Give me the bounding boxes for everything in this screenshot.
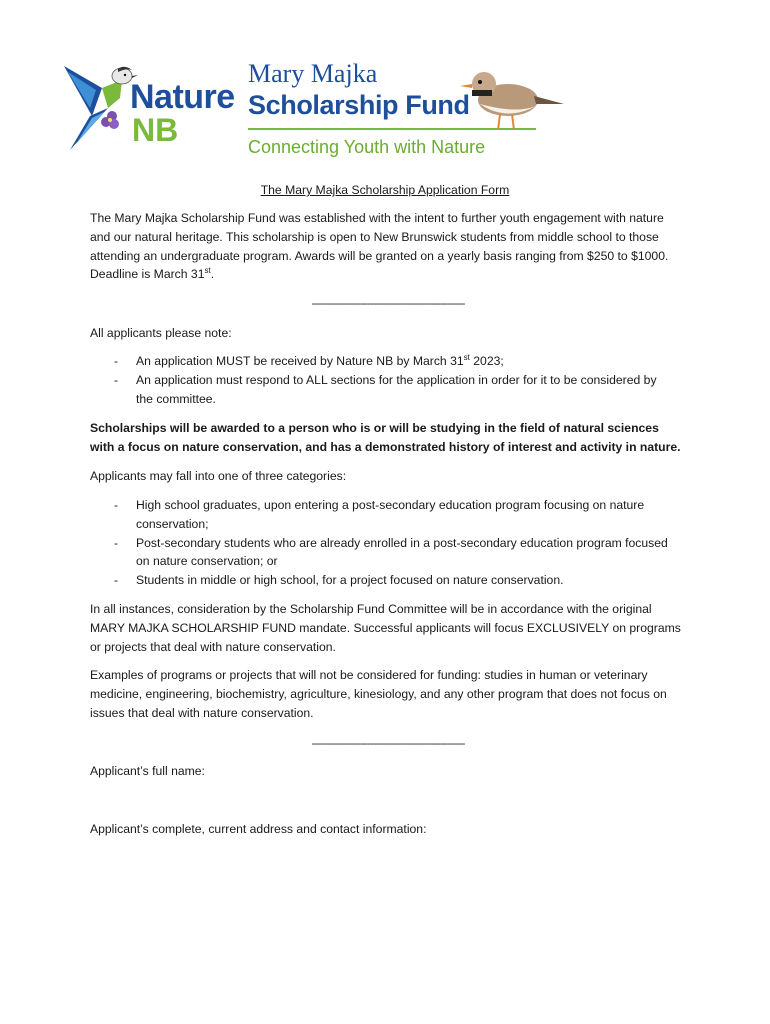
- plover-bird-icon: [456, 64, 566, 132]
- nature-nb-word-nb: NB: [132, 112, 179, 148]
- notes-list: [110, 352, 676, 408]
- full-name-field-label: Applicant’s full name:: [90, 764, 205, 778]
- section-divider: --------------------------------------------------: [311, 296, 465, 310]
- scholarship-fund-logo: [246, 58, 566, 163]
- note-1-text: An application MUST be received by Nature NB by March 31: [136, 354, 464, 368]
- section-divider: --------------------------------------------------: [311, 736, 465, 750]
- intro-text: The Mary Majka Scholarship Fund was established with the intent to further youth engagement with nature and our natural heritage. This scholarship is open to New Brunswick students from middle school to those attending an undergraduate program. Awards will be granted on a yearly basis ranging from $250 to $1000. Deadline is March 31: [90, 211, 669, 282]
- intro-end: .: [210, 267, 215, 282]
- eligibility-statement: Scholarships will be awarded to a person who is or will be studying in the field of natural sciences with a focus on nature conservation, and has a demonstrated history of interest and activity in nature.: [90, 421, 681, 454]
- categories-list: [110, 496, 676, 590]
- exclusions-paragraph: Examples of programs or projects that will not be considered for funding: studies in human or veterinary medicine, engineering, biochemistry, agriculture, kinesiology, and any other program that does not focus on issues that deal with nature conservation.: [90, 668, 667, 720]
- nature-nb-word-nature: Nature: [130, 78, 235, 116]
- note-1-sup: st: [463, 352, 470, 362]
- list-item: - Post-secondary students who are already enrolled in a post-secondary education program focused on nature conservation; or: [110, 534, 676, 572]
- form-title: [90, 181, 680, 200]
- nature-nb-logo: [62, 58, 235, 156]
- note-2-text: An application must respond to ALL sections for the application in order for it to be considered by the committee.: [136, 372, 657, 406]
- list-item: - Students in middle or high school, for a project focused on nature conservation.: [110, 571, 676, 590]
- intro-sup: st: [204, 266, 211, 276]
- form-title-text: The Mary Majka Scholarship Application Form: [260, 183, 510, 197]
- list-item: [110, 371, 676, 409]
- note-heading: All applicants please note:: [90, 326, 232, 340]
- mandate-paragraph: In all instances, consideration by the Scholarship Fund Committee will be in accordance with the original MARY MAJKA SCHOLARSHIP FUND mandate. Successful applicants will focus EXCLUSIVELY on programs or projects that deal with nature conservation.: [90, 602, 681, 654]
- list-item: [110, 352, 676, 371]
- intro-paragraph: [90, 209, 686, 284]
- fund-name-line2: Scholarship Fund: [248, 90, 470, 120]
- fund-name-line1: Mary Majka: [248, 59, 378, 88]
- address-field-label: Applicant’s complete, current address and contact information:: [90, 822, 427, 836]
- categories-heading: Applicants may fall into one of three categories:: [90, 469, 347, 483]
- fund-tagline: Connecting Youth with Nature: [248, 137, 486, 157]
- list-item: - High school graduates, upon entering a post-secondary education program focusing on nature conservation;: [110, 496, 676, 534]
- note-1-after: 2023;: [469, 354, 504, 368]
